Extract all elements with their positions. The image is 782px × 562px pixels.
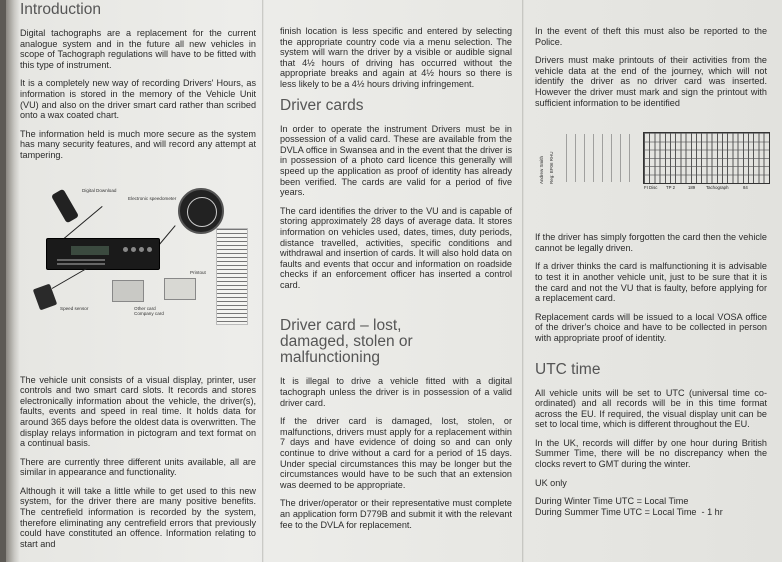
chart-tacho-value: 84 <box>743 185 748 190</box>
label-other-card: Other card <box>134 306 156 311</box>
sensor-cable <box>52 268 87 289</box>
heading-lost-line-3: malfunctioning <box>280 349 380 367</box>
col3-paragraph-4: If a driver thinks the card is malfunctioning it is advisable to test it in another vehicle unit, just to be sure that it is the card and not the VU that is faulty, before applying for a replacement card. <box>535 261 767 304</box>
lost-paragraph-3: The driver/operator or their representative must complete an application form D779B and submit it with the relevant fee to the DVLA for replacement. <box>280 498 512 530</box>
intro-paragraph-2: It is a completely new way of recording Drivers' Hours, as information is stored in the memory of the Vehicle Unit (VU) and also on the driver smart card rather than scribed onto a wax coated chart. <box>20 78 256 121</box>
printout-strip <box>216 228 248 325</box>
download-device <box>51 189 79 224</box>
driver-cards-paragraph-1: In order to operate the instrument Drivers must be in possession of a valid card. These are available from the DVLA office in Swansea and in the event that the driver is in possession of a photo card licence this generally will speed up the application as proof of identity has already been verified. The cards are valid for a period of five years. <box>280 123 512 198</box>
heading-lost-line-2: damaged, stolen or <box>280 333 413 351</box>
label-digital-download: Digital Download <box>82 188 117 193</box>
company-card-icon <box>164 278 196 300</box>
chart-label-columns <box>566 134 636 182</box>
heading-utc-time: UTC time <box>535 360 601 378</box>
lost-paragraph-1: It is illegal to drive a vehicle fitted with a digital tachograph unless the driver is in possession of a valid driver card. <box>280 376 512 408</box>
label-printout: Printout <box>190 270 206 275</box>
printout-record-chart <box>538 128 774 194</box>
driver-card-icon <box>112 280 144 302</box>
column-driver-cards <box>280 0 512 538</box>
column-fold-1 <box>262 0 264 562</box>
col2-paragraph-1: finish location is less specific and entered by selecting the appropriate country code via a menu selection. The system will warn the driver by a visible or audible signal that 4½ hours of driving has occurred without the appropriate breaks and again at 4½ hours so there is less likely to be a 4½ hours driving infringement. <box>280 26 512 89</box>
label-electronic-speedometer: Electronic speedometer <box>128 196 177 201</box>
heading-introduction: Introduction <box>20 1 101 18</box>
intro-paragraph-3: The information held is much more secure as the system has many security features, and will record any attempt at tampering. <box>20 128 256 160</box>
chart-fi-disc: FI Disc <box>644 185 658 190</box>
brochure-spread <box>6 0 782 562</box>
col2-spacer <box>280 298 512 318</box>
utc-paragraph-2: In the UK, records will differ by one hour during British Summer Time, there will be no discrepancy when the clocks revert to GMT during the winter. <box>535 437 767 470</box>
chart-tp2: TP 2 <box>666 185 675 190</box>
label-speed-sensor: Speed sensor <box>60 306 89 311</box>
col3-paragraph-2: Drivers must make printouts of their activities from the vehicle data at the end of the journey, which will not identify the driver as no driver card was inserted. However the driver must mark and sign the printout with sufficient information to be identified <box>535 55 767 108</box>
utc-paragraph-3: UK only <box>535 477 567 488</box>
col3-paragraph-5: Replacement cards will be issued to a local VOSA office of the driver's choice and have to be collected in person with appropriate proof of identity. <box>535 311 767 343</box>
utc-summer: During Summer Time UTC = Local Time - 1 hr <box>535 506 723 517</box>
utc-winter: During Winter Time UTC = Local Time <box>535 496 689 507</box>
vehicle-unit-icon <box>46 238 160 270</box>
heading-driver-cards: Driver cards <box>280 96 364 114</box>
lost-paragraph-2: If the driver card is damaged, lost, stolen, or malfunctions, drivers must apply for a replacement within 7 days and have evidence of doing so and can only continue to drive without a card for a period of 15 days. Under special circumstances this may be longer but the circumstances would have to be such that an extension was deemed to be appropriate. <box>280 416 512 490</box>
intro-paragraph-5: There are currently three different units available, all are similar in appearance and functionality. <box>20 456 256 478</box>
column-utc <box>535 0 767 525</box>
heading-lost-line-1: Driver card – lost, <box>280 317 402 335</box>
chart-row-labels <box>538 130 638 184</box>
chart-tp2-value: 189 <box>688 185 696 190</box>
col3-paragraph-3: If the driver has simply forgotten the card then the vehicle cannot be legally driven. <box>535 232 767 253</box>
page-edge-shadow <box>6 0 20 562</box>
chart-tachograph: Tachograph <box>706 185 729 190</box>
chart-label-driver: Andrew Smith <box>539 155 544 184</box>
utc-paragraph-1: All vehicle units will be set to UTC (universal time co-ordinated) and all records will be in this time format across the EU. If required, the visual display unit can be set to local time, which is different throughout the EU. <box>535 387 767 430</box>
intro-paragraph-4: The vehicle unit consists of a visual display, printer, user controls and two smart card slots. It records and stores electronically information about the vehicle, the driver(s), faults, events and speed in real time. It holds data for around 365 days before the oldest data is overwritten. The display relays information in pictogram and text format on a continual basis. <box>20 374 256 449</box>
label-company-card: Company card <box>134 311 164 316</box>
col3-paragraph-1: In the event of theft this must also be reported to the Police. <box>535 26 767 47</box>
heading-driver-card-lost <box>280 318 512 366</box>
intro-paragraph-6: Although it will take a little while to get used to this new system, for the driver there are many positive benefits. The centrefield information is recorded by the system, therefore eliminating any centrefield errors that previously could have constituted an offence. Information relating to start and <box>20 485 256 549</box>
column-fold-2 <box>522 0 524 562</box>
chart-label-reg: Reg: BF06 RHU <box>549 151 554 184</box>
driver-cards-paragraph-2: The card identifies the driver to the VU and is capable of storing approximately 28 days of average data. It stores information on vehicles used, dates, times, duty periods, distance travelled, activities, specific conditions and withdrawal and insertion of cards. It will also hold data on faults and events that occur and information on roadside checks if an enforcement officer has inserted a control card. <box>280 205 512 290</box>
intro-paragraph-1: Digital tachographs are a replacement for the current analogue system and in the future all new vehicles in scope of Tachograph regulations will have to be fitted with this type of instrument. <box>20 28 256 70</box>
tachograph-system-figure <box>24 178 254 328</box>
chart-activity-grid <box>643 132 770 184</box>
